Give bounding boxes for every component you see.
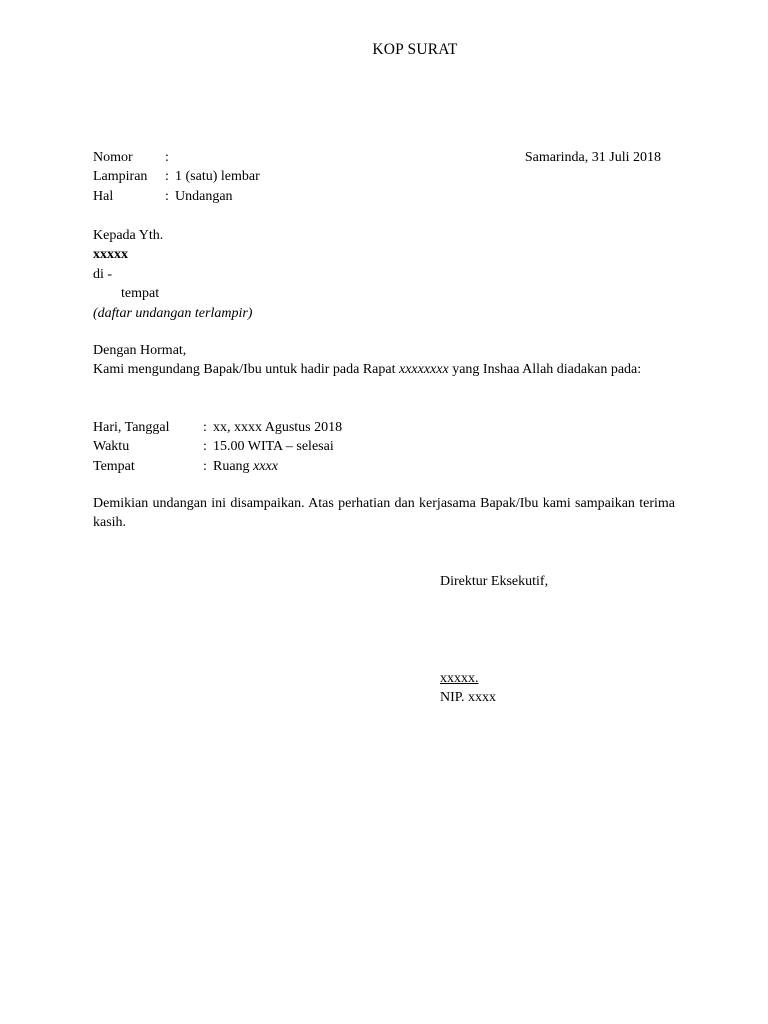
letter-body [93, 341, 675, 380]
recipient-greeting: Kepada Yth. [93, 228, 164, 243]
detail-label: Waktu [93, 439, 130, 455]
intro-paragraph [93, 360, 675, 379]
detail-value [213, 457, 675, 476]
detail-colon: : [203, 458, 207, 474]
detail-value-text: 15.00 WITA – selesai [213, 439, 334, 455]
meta-row-lampiran [93, 167, 675, 186]
detail-colon: : [203, 439, 207, 455]
detail-value [213, 418, 675, 437]
letterhead-title: KOP SURAT [372, 41, 458, 58]
recipient-block [93, 226, 675, 323]
recipient-at: di - [93, 266, 113, 282]
signatory-name: xxxxx. [440, 671, 479, 686]
meta-label: Lampiran [93, 169, 148, 185]
closing-paragraph: Demikian undangan ini disampaikan. Atas perhatian dan kerjasama Bapak/Ibu kami sampaikan terima kasih. [93, 496, 675, 531]
detail-value-text: Ruang [213, 458, 254, 474]
intro-text-before: Kami mengundang Bapak/Ibu untuk hadir pada Rapat [93, 362, 399, 378]
detail-label: Hari, Tanggal [93, 420, 170, 435]
meta-label: Nomor [93, 150, 133, 165]
signature-position [440, 572, 680, 591]
salutation: Dengan Hormat, [93, 343, 187, 358]
detail-row-time [93, 437, 675, 456]
meta-colon: : [165, 150, 169, 165]
letter-meta [93, 148, 675, 206]
detail-label: Tempat [93, 458, 135, 474]
intro-text-after: yang Inshaa Allah diadakan pada: [448, 362, 642, 378]
detail-value-italic: xxxx [253, 458, 278, 474]
signature-block [440, 669, 680, 708]
detail-value [213, 437, 675, 456]
letter-date: Samarinda, 31 Juli 2018 [524, 150, 661, 165]
detail-value-text: xx, xxxx Agustus 2018 [213, 420, 343, 435]
detail-row-date [93, 418, 675, 437]
intro-event-name: xxxxxxxx [398, 362, 449, 378]
signature-title: Direktur Eksekutif, [440, 574, 549, 589]
meta-label: Hal [93, 188, 114, 204]
recipient-place: tempat [121, 286, 160, 302]
recipient-name: xxxxx [93, 247, 128, 263]
closing-paragraph-block [93, 494, 675, 533]
meta-row-nomor [93, 148, 675, 167]
meta-row-hal [93, 187, 675, 206]
detail-colon: : [203, 420, 207, 435]
recipient-note: (daftar undangan terlampir) [93, 305, 253, 321]
meta-value: 1 (satu) lembar [175, 169, 260, 185]
meta-value [175, 148, 675, 167]
signatory-nip: NIP. xxxx [440, 690, 497, 706]
meta-colon: : [165, 169, 169, 185]
meta-colon: : [165, 188, 169, 204]
detail-row-place [93, 457, 675, 476]
event-details [93, 418, 675, 476]
meta-value: Undangan [175, 188, 233, 204]
